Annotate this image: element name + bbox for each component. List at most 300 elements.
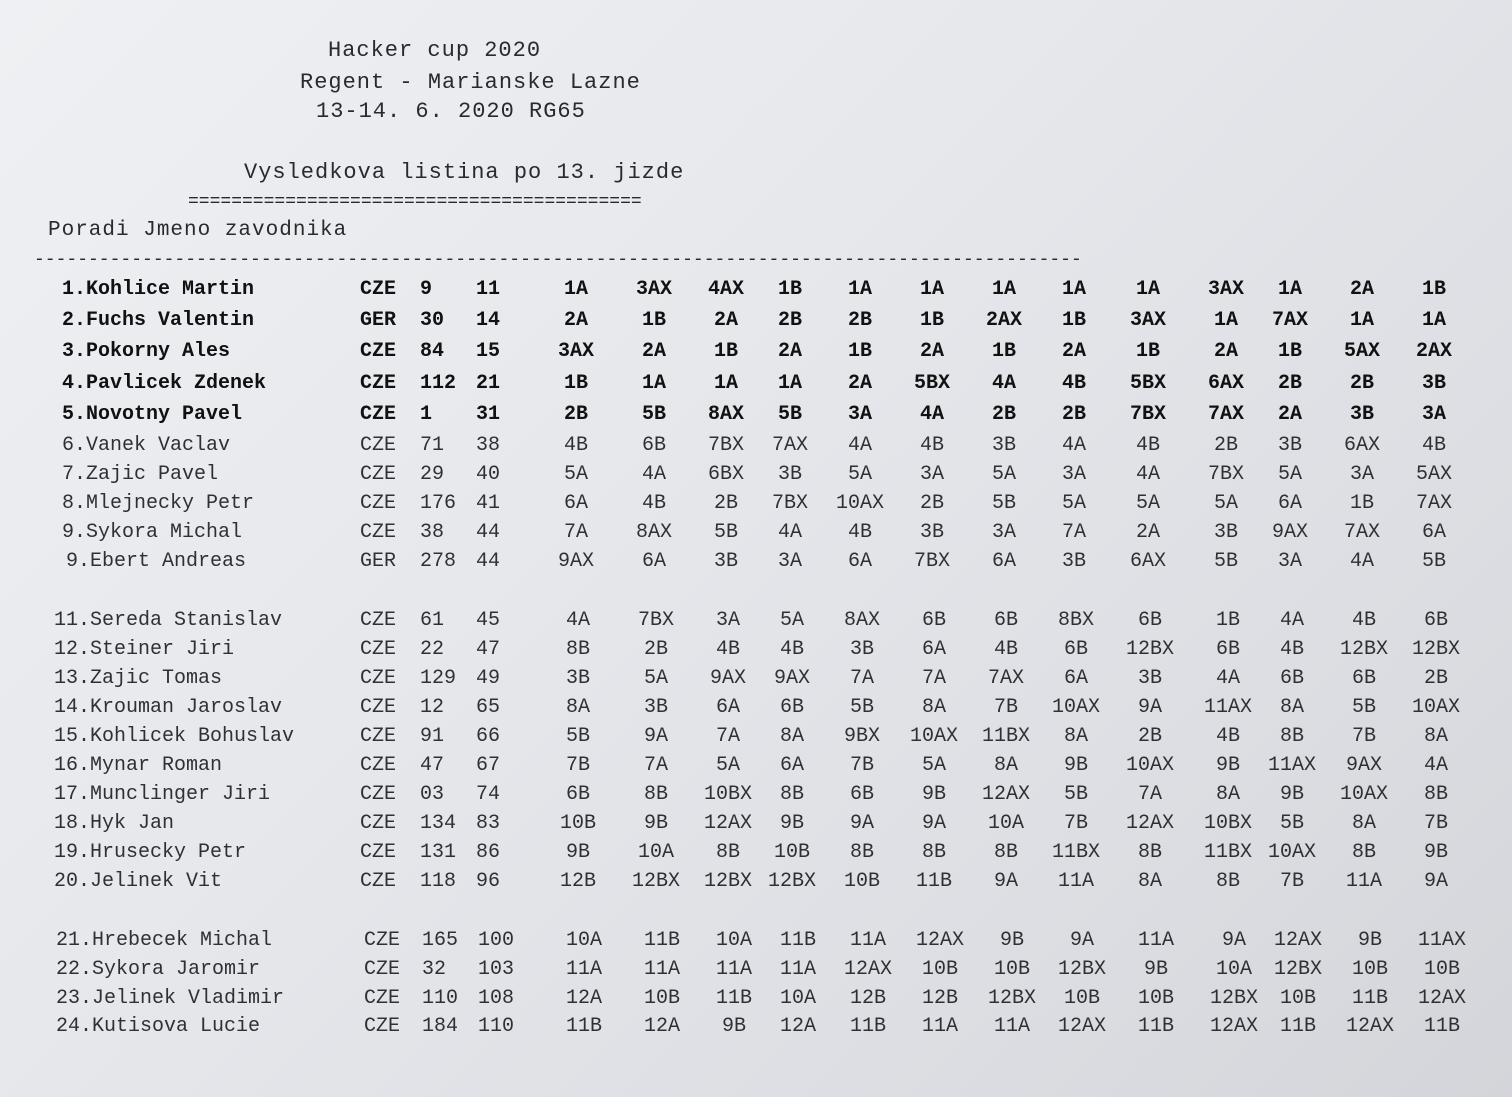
race-result: 11B <box>1137 1015 1174 1038</box>
race-result: 12BX <box>631 870 680 893</box>
race-result: 12AX <box>1345 1015 1394 1038</box>
competitor-name: 24.Kutisova Lucie <box>56 1015 261 1038</box>
sail-number: 22 <box>420 638 445 661</box>
race-result: 12AX <box>1209 1015 1258 1038</box>
race-result: 12AX <box>1273 929 1322 952</box>
race-result: 3A <box>1421 403 1446 426</box>
sail-number: 12 <box>420 696 445 719</box>
race-result: 3A <box>1277 550 1302 573</box>
competitor-name: 13.Zajic Tomas <box>54 667 223 690</box>
competitor-name: 4.Pavlicek Zdenek <box>62 372 267 395</box>
table-row <box>0 754 1512 783</box>
race-result: 3A <box>715 609 740 632</box>
race-result: 8A <box>779 725 804 748</box>
race-result: 5B <box>991 492 1016 515</box>
race-result: 8B <box>565 638 590 661</box>
race-result: 4A <box>641 463 666 486</box>
country-code: CZE <box>360 812 397 835</box>
race-result: 1B <box>847 340 872 363</box>
competitor-name: 2.Fuchs Valentin <box>62 309 255 332</box>
race-result: 10B <box>559 812 596 835</box>
table-row <box>0 434 1512 463</box>
table-row <box>0 403 1512 432</box>
race-result: 6B <box>1063 638 1088 661</box>
country-code: CZE <box>360 783 397 806</box>
race-result: 7BX <box>637 609 674 632</box>
race-result: 5A <box>1135 492 1160 515</box>
race-result: 3A <box>919 463 944 486</box>
race-result: 12AX <box>1125 812 1174 835</box>
race-result: 12AX <box>1057 1015 1106 1038</box>
race-result: 12AX <box>703 812 752 835</box>
race-result: 8B <box>715 841 740 864</box>
race-result: 6A <box>921 638 946 661</box>
race-result: 9A <box>921 812 946 835</box>
total-points: 100 <box>478 929 515 952</box>
race-result: 3B <box>777 463 802 486</box>
competitor-name: 18.Hyk Jan <box>54 812 175 835</box>
race-result: 6A <box>779 754 804 777</box>
race-result: 11B <box>1351 987 1388 1010</box>
race-result: 8AX <box>635 521 672 544</box>
country-code: CZE <box>364 1015 401 1038</box>
race-result: 2A <box>1061 340 1086 363</box>
race-result: 10B <box>1423 958 1460 981</box>
race-result: 8B <box>643 783 668 806</box>
sail-number: 47 <box>420 754 445 777</box>
race-result: 10B <box>643 987 680 1010</box>
race-result: 9AX <box>709 667 746 690</box>
race-result: 10A <box>987 812 1024 835</box>
race-result: 2B <box>1423 667 1448 690</box>
race-result: 7A <box>1061 521 1086 544</box>
race-result: 6AX <box>1129 550 1166 573</box>
race-result: 3B <box>1421 372 1446 395</box>
race-result: 11AX <box>1203 696 1252 719</box>
race-result: 12A <box>779 1015 816 1038</box>
race-result: 7B <box>993 696 1018 719</box>
race-result: 5B <box>849 696 874 719</box>
race-result: 8B <box>1279 725 1304 748</box>
race-result: 2B <box>1213 434 1238 457</box>
race-result: 5BX <box>913 372 950 395</box>
competitor-name: 23.Jelinek Vladimir <box>56 987 285 1010</box>
race-result: 6B <box>641 434 666 457</box>
race-result: 3AX <box>557 340 594 363</box>
race-result: 1B <box>777 278 802 301</box>
country-code: CZE <box>360 754 397 777</box>
sail-number: 165 <box>422 929 459 952</box>
total-points: 96 <box>476 870 501 893</box>
race-result: 8A <box>1423 725 1448 748</box>
race-result: 1B <box>991 340 1016 363</box>
country-code: CZE <box>364 929 401 952</box>
race-result: 2A <box>777 340 802 363</box>
race-result: 8A <box>993 754 1018 777</box>
race-result: 10A <box>565 929 602 952</box>
race-result: 7B <box>1279 870 1304 893</box>
race-result: 7B <box>1063 812 1088 835</box>
total-points: 44 <box>476 550 501 573</box>
race-result: 9B <box>1063 754 1088 777</box>
race-result: 9B <box>1423 841 1448 864</box>
race-result: 12BX <box>1057 958 1106 981</box>
race-result: 11B <box>1279 1015 1316 1038</box>
race-result: 11A <box>779 958 816 981</box>
race-result: 4A <box>1349 550 1374 573</box>
table-row <box>0 812 1512 841</box>
country-code: CZE <box>360 463 397 486</box>
race-result: 9B <box>779 812 804 835</box>
race-result: 9B <box>643 812 668 835</box>
race-result: 6A <box>1063 667 1088 690</box>
race-result: 11A <box>715 958 752 981</box>
competitor-name: 17.Munclinger Jiri <box>54 783 271 806</box>
race-result: 8BX <box>1057 609 1094 632</box>
race-result: 1A <box>847 278 872 301</box>
race-result: 3AX <box>1129 309 1166 332</box>
race-result: 3B <box>1277 434 1302 457</box>
country-code: CZE <box>364 958 401 981</box>
race-result: 10AX <box>835 492 884 515</box>
race-result: 5B <box>1063 783 1088 806</box>
race-result: 7AX <box>1207 403 1244 426</box>
sail-number: 118 <box>420 870 457 893</box>
race-result: 2B <box>847 309 872 332</box>
race-result: 1B <box>713 340 738 363</box>
competitor-name: 12.Steiner Jiri <box>54 638 235 661</box>
race-result: 8B <box>921 841 946 864</box>
sail-number: 112 <box>420 372 457 395</box>
race-result: 6B <box>849 783 874 806</box>
race-result: 1A <box>1135 278 1160 301</box>
race-result: 1B <box>1421 278 1446 301</box>
race-result: 9B <box>921 783 946 806</box>
sail-number: 38 <box>420 521 445 544</box>
total-points: 15 <box>476 340 501 363</box>
table-row <box>0 783 1512 812</box>
race-result: 8AX <box>707 403 744 426</box>
race-result: 9A <box>1069 929 1094 952</box>
competitor-name: 7.Zajic Pavel <box>62 463 219 486</box>
sail-number: 129 <box>420 667 457 690</box>
race-result: 8B <box>1351 841 1376 864</box>
race-result: 12BX <box>1411 638 1460 661</box>
race-result: 9B <box>721 1015 746 1038</box>
race-result: 7AX <box>1415 492 1452 515</box>
race-result: 2B <box>1277 372 1302 395</box>
race-result: 6B <box>1215 638 1240 661</box>
table-row <box>0 725 1512 754</box>
race-result: 1A <box>777 372 802 395</box>
total-points: 103 <box>478 958 515 981</box>
table-row <box>0 987 1512 1016</box>
race-result: 6B <box>1279 667 1304 690</box>
sail-number: 84 <box>420 340 445 363</box>
race-result: 4B <box>1421 434 1446 457</box>
total-points: 38 <box>476 434 501 457</box>
total-points: 45 <box>476 609 501 632</box>
race-result: 6B <box>1137 609 1162 632</box>
race-result: 4B <box>715 638 740 661</box>
race-result: 12BX <box>1273 958 1322 981</box>
race-result: 11B <box>779 929 816 952</box>
race-result: 4A <box>847 434 872 457</box>
sail-number: 131 <box>420 841 457 864</box>
total-points: 86 <box>476 841 501 864</box>
race-result: 3A <box>777 550 802 573</box>
race-result: 4B <box>847 521 872 544</box>
table-row <box>0 521 1512 550</box>
race-result: 5AX <box>1415 463 1452 486</box>
race-result: 2B <box>1349 372 1374 395</box>
race-result: 12BX <box>767 870 816 893</box>
sail-number: 30 <box>420 309 445 332</box>
competitor-name: 21.Hrebecek Michal <box>56 929 273 952</box>
sail-number: 9 <box>420 278 433 301</box>
race-result: 7BX <box>1129 403 1166 426</box>
race-result: 2A <box>1277 403 1302 426</box>
race-result: 10B <box>993 958 1030 981</box>
race-result: 1B <box>919 309 944 332</box>
race-result: 7A <box>1137 783 1162 806</box>
race-result: 7B <box>1423 812 1448 835</box>
race-result: 3AX <box>635 278 672 301</box>
race-result: 3B <box>919 521 944 544</box>
event-date-class: 13-14. 6. 2020 RG65 <box>316 99 586 124</box>
single-rule: ------------------------------------------------------------------------------------------------- <box>34 250 1082 270</box>
race-result: 4A <box>777 521 802 544</box>
race-result: 2A <box>713 309 738 332</box>
race-result: 9AX <box>1345 754 1382 777</box>
race-result: 2B <box>919 492 944 515</box>
race-result: 4A <box>1135 463 1160 486</box>
competitor-name: 15.Kohlicek Bohuslav <box>54 725 295 748</box>
race-result: 4A <box>1061 434 1086 457</box>
race-result: 8A <box>1351 812 1376 835</box>
race-result: 1B <box>641 309 666 332</box>
sail-number: 71 <box>420 434 445 457</box>
race-result: 3A <box>1349 463 1374 486</box>
race-result: 8B <box>1137 841 1162 864</box>
race-result: 3B <box>643 696 668 719</box>
race-result: 10A <box>779 987 816 1010</box>
race-result: 7A <box>563 521 588 544</box>
sail-number: 110 <box>422 987 459 1010</box>
race-result: 8B <box>993 841 1018 864</box>
race-result: 5A <box>847 463 872 486</box>
race-result: 10B <box>1279 987 1316 1010</box>
race-result: 7B <box>849 754 874 777</box>
race-result: 1B <box>1215 609 1240 632</box>
table-row <box>0 929 1512 958</box>
race-result: 9A <box>1221 929 1246 952</box>
race-result: 2B <box>1061 403 1086 426</box>
race-result: 10B <box>773 841 810 864</box>
race-result: 11A <box>1137 929 1174 952</box>
race-result: 9B <box>1357 929 1382 952</box>
race-result: 4B <box>1279 638 1304 661</box>
race-result: 9AX <box>773 667 810 690</box>
race-result: 9A <box>849 812 874 835</box>
sail-number: 134 <box>420 812 457 835</box>
race-result: 3A <box>847 403 872 426</box>
race-result: 7A <box>849 667 874 690</box>
competitor-name: 9.Ebert Andreas <box>66 550 247 573</box>
sail-number: 278 <box>420 550 457 573</box>
race-result: 10AX <box>1051 696 1100 719</box>
race-result: 9B <box>1143 958 1168 981</box>
total-points: 66 <box>476 725 501 748</box>
race-result: 3B <box>713 550 738 573</box>
competitor-name: 11.Sereda Stanislav <box>54 609 283 632</box>
race-result: 9A <box>993 870 1018 893</box>
country-code: CZE <box>360 725 397 748</box>
race-result: 7BX <box>1207 463 1244 486</box>
competitor-name: 8.Mlejnecky Petr <box>62 492 255 515</box>
country-code: CZE <box>360 372 397 395</box>
total-points: 49 <box>476 667 501 690</box>
race-result: 1A <box>919 278 944 301</box>
total-points: 41 <box>476 492 501 515</box>
table-row <box>0 340 1512 369</box>
race-result: 10A <box>637 841 674 864</box>
race-result: 11B <box>715 987 752 1010</box>
race-result: 12AX <box>915 929 964 952</box>
race-result: 2AX <box>1415 340 1452 363</box>
race-result: 5B <box>1279 812 1304 835</box>
race-result: 12AX <box>1417 987 1466 1010</box>
race-result: 10B <box>1137 987 1174 1010</box>
race-result: 9B <box>1215 754 1240 777</box>
table-row <box>0 841 1512 870</box>
sail-number: 1 <box>420 403 433 426</box>
race-result: 1B <box>1277 340 1302 363</box>
country-code: CZE <box>360 638 397 661</box>
table-row <box>0 492 1512 521</box>
race-result: 3A <box>991 521 1016 544</box>
table-row <box>0 958 1512 987</box>
race-result: 9AX <box>1271 521 1308 544</box>
race-result: 2A <box>1349 278 1374 301</box>
race-result: 4A <box>565 609 590 632</box>
competitor-name: 5.Novotny Pavel <box>62 403 243 426</box>
country-code: CZE <box>360 492 397 515</box>
event-venue: Regent - Marianske Lazne <box>300 70 641 95</box>
country-code: CZE <box>360 521 397 544</box>
event-title: Hacker cup 2020 <box>328 38 542 63</box>
race-result: 5A <box>1061 492 1086 515</box>
race-result: 10BX <box>1203 812 1252 835</box>
race-result: 7BX <box>913 550 950 573</box>
race-result: 6BX <box>707 463 744 486</box>
race-result: 3AX <box>1207 278 1244 301</box>
race-result: 7BX <box>707 434 744 457</box>
country-code: CZE <box>360 870 397 893</box>
race-result: 12A <box>565 987 602 1010</box>
sail-number: 91 <box>420 725 445 748</box>
race-result: 2A <box>1135 521 1160 544</box>
table-row <box>0 609 1512 638</box>
race-result: 2A <box>641 340 666 363</box>
race-result: 9A <box>1137 696 1162 719</box>
country-code: CZE <box>364 987 401 1010</box>
race-result: 1B <box>1061 309 1086 332</box>
race-result: 11A <box>849 929 886 952</box>
race-result: 8A <box>1279 696 1304 719</box>
race-result: 9A <box>643 725 668 748</box>
total-points: 110 <box>478 1015 515 1038</box>
race-result: 8A <box>1063 725 1088 748</box>
race-result: 7BX <box>771 492 808 515</box>
competitor-name: 3.Pokorny Ales <box>62 340 231 363</box>
race-result: 5BX <box>1129 372 1166 395</box>
race-result: 5A <box>921 754 946 777</box>
race-result: 5A <box>991 463 1016 486</box>
race-result: 2AX <box>985 309 1022 332</box>
race-result: 11BX <box>1203 841 1252 864</box>
country-code: GER <box>360 550 397 573</box>
race-result: 4B <box>1215 725 1240 748</box>
sail-number: 29 <box>420 463 445 486</box>
race-result: 5B <box>777 403 802 426</box>
race-result: 5B <box>641 403 666 426</box>
race-result: 10B <box>921 958 958 981</box>
race-result: 7B <box>1351 725 1376 748</box>
race-result: 4A <box>1423 754 1448 777</box>
race-result: 11A <box>565 958 602 981</box>
race-result: 11A <box>643 958 680 981</box>
race-result: 10BX <box>703 783 752 806</box>
race-result: 6B <box>993 609 1018 632</box>
competitor-name: 22.Sykora Jaromir <box>56 958 261 981</box>
race-result: 6A <box>1277 492 1302 515</box>
table-row <box>0 638 1512 667</box>
table-row <box>0 372 1512 401</box>
race-result: 11A <box>1057 870 1094 893</box>
race-result: 6B <box>565 783 590 806</box>
race-result: 4B <box>563 434 588 457</box>
race-result: 7A <box>643 754 668 777</box>
race-result: 6A <box>641 550 666 573</box>
total-points: 74 <box>476 783 501 806</box>
race-result: 3B <box>1137 667 1162 690</box>
race-result: 5A <box>715 754 740 777</box>
race-result: 5B <box>1351 696 1376 719</box>
race-result: 4B <box>641 492 666 515</box>
race-result: 12BX <box>1339 638 1388 661</box>
race-result: 4B <box>1061 372 1086 395</box>
race-result: 5A <box>563 463 588 486</box>
race-result: 9B <box>1279 783 1304 806</box>
column-header: Poradi Jmeno zavodnika <box>48 219 348 242</box>
race-result: 2B <box>991 403 1016 426</box>
race-result: 7AX <box>1271 309 1308 332</box>
race-result: 11BX <box>1051 841 1100 864</box>
competitor-name: 20.Jelinek Vit <box>54 870 223 893</box>
race-result: 10B <box>1063 987 1100 1010</box>
race-result: 5AX <box>1343 340 1380 363</box>
total-points: 14 <box>476 309 501 332</box>
race-result: 3B <box>849 638 874 661</box>
race-result: 12BX <box>987 987 1036 1010</box>
race-result: 11B <box>915 870 952 893</box>
total-points: 31 <box>476 403 501 426</box>
race-result: 5A <box>1277 463 1302 486</box>
race-result: 10AX <box>1125 754 1174 777</box>
race-result: 5B <box>1213 550 1238 573</box>
country-code: CZE <box>360 841 397 864</box>
